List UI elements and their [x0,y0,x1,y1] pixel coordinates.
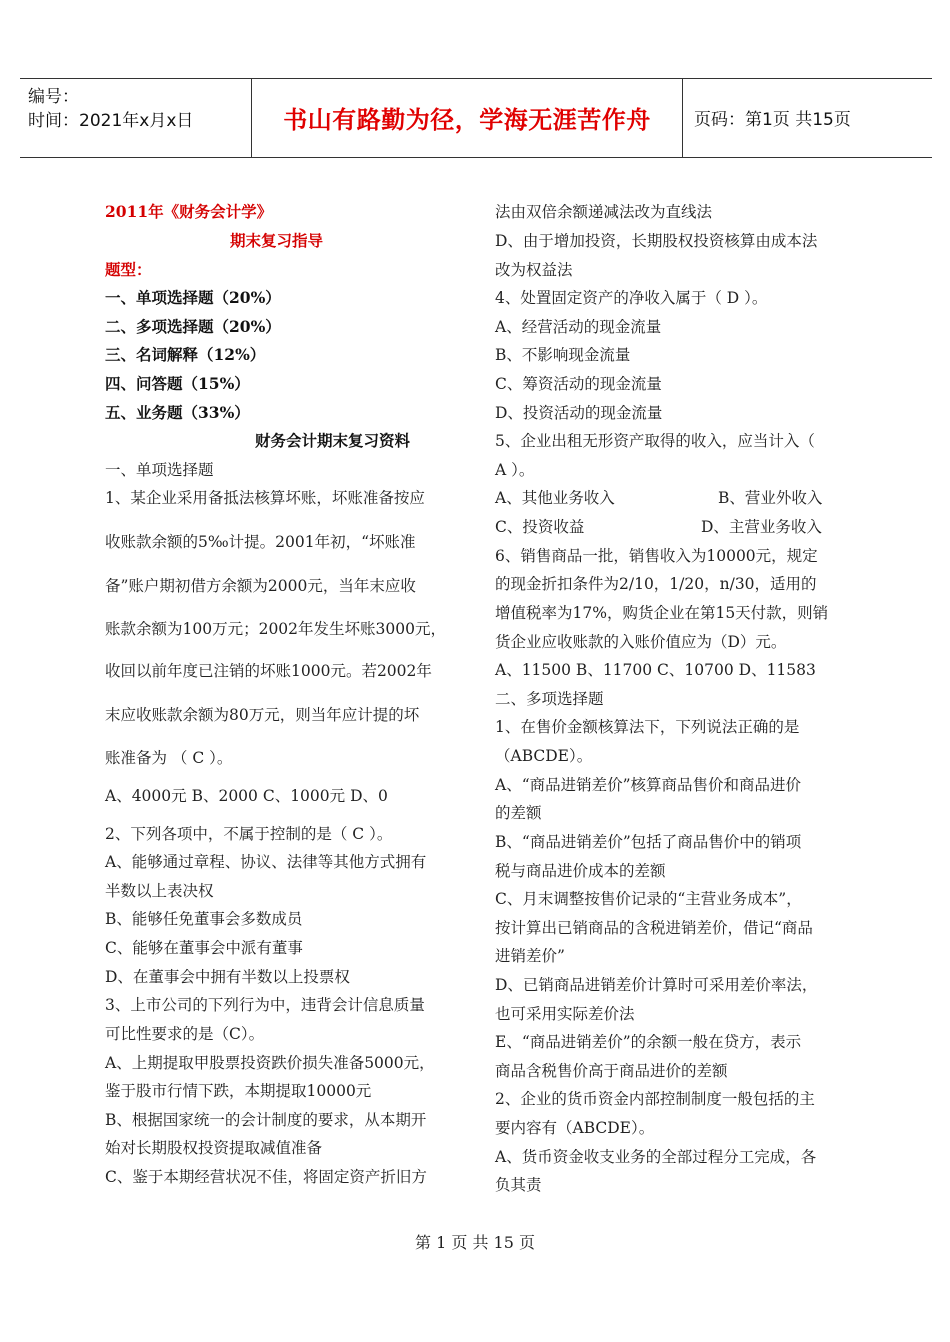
doc-number-label: 编号： [28,87,79,107]
text-line: D、投资活动的现金流量 [495,404,663,422]
option-text: D、主营业务收入 [701,518,822,536]
option-text: A、其他业务收入 [495,489,615,507]
text-line: C、月末调整按售价记录的“主营业务成本”， [495,890,802,908]
text-line: 也可采用实际差价法 [495,1005,635,1023]
question-type-item: 三、名词解释（12%） [105,345,266,364]
page-footer: 第 1 页 共 15 页 [415,1233,535,1252]
text-line: （ABCDE）。 [495,747,593,765]
text-line: 负其责 [495,1176,542,1194]
course-title: 2011年《财务会计学》 [105,202,273,221]
text-line: 始对长期股权投资提取减值准备 [105,1139,323,1157]
text-line: 商品含税售价高于商品进价的差额 [495,1062,728,1080]
text-line: 5、企业出租无形资产取得的收入，应当计入（ [495,432,815,450]
text-line: C、鉴于本期经营状况不佳，将固定资产折旧方 [105,1168,427,1186]
text-line: 进销差价” [495,947,565,965]
text-line: D、在董事会中拥有半数以上投票权 [105,968,350,986]
text-line: 改为权益法 [495,261,573,279]
text-line: 3、上市公司的下列行为中，违背会计信息质量 [105,996,425,1014]
text-line: 可比性要求的是（C）。 [105,1025,265,1043]
text-line: 税与商品进价成本的差额 [495,862,666,880]
doc-time-label: 时间：2021年x月x日 [28,111,194,131]
option-text: B、营业外收入 [718,489,823,507]
text-line: 的差额 [495,804,542,822]
text-line: C、筹资活动的现金流量 [495,375,662,393]
question-type-item: 四、问答题（15%） [105,374,250,393]
text-line: 鉴于股市行情下跌，本期提取10000元 [105,1082,372,1100]
text-line: A、11500 B、11700 C、10700 D、11583 [495,661,816,679]
text-line: B、根据国家统一的会计制度的要求，从本期开 [105,1111,427,1129]
text-line: 半数以上表决权 [105,882,214,900]
page-header [20,78,932,158]
question-type-item: 五、业务题（33%） [105,403,250,422]
text-line: D、由于增加投资，长期股权投资核算由成本法 [495,232,818,250]
text-line: 末应收账款余额为80万元，则当年应计提的坏 [105,706,420,724]
text-line: C、能够在董事会中派有董事 [105,939,303,957]
text-line: 的现金折扣条件为2/10，1/20，n/30，适用的 [495,575,817,593]
text-line: 账款余额为100万元；2002年发生坏账3000元， [105,620,446,638]
section-heading: 一、单项选择题 [105,461,214,479]
text-line: 收回以前年度已注销的坏账1000元。若2002年 [105,662,432,680]
text-line: D、已销商品进销差价计算时可采用差价率法， [495,976,818,994]
question-types-heading: 题型： [105,260,152,279]
text-line: 要内容有（ABCDE）。 [495,1119,655,1137]
text-line: 1、某企业采用备抵法核算坏账，坏账准备按应 [105,489,425,507]
text-line: 6、销售商品一批，销售收入为10000元，规定 [495,547,818,565]
text-line: B、“商品进销差价”包括了商品售价中的销项 [495,833,802,851]
text-line: 按计算出已销商品的含税进销差价，借记“商品 [495,919,813,937]
text-line: 2、下列各项中，不属于控制的是（ C ）。 [105,825,393,843]
text-line: B、不影响现金流量 [495,346,631,364]
header-page-number: 页码：第1页 共15页 [694,110,851,130]
section-heading: 二、多项选择题 [495,690,604,708]
question-type-item: 二、多项选择题（20%） [105,317,281,336]
header-meta [28,85,250,133]
text-line: 收账款余额的5‰计提。2001年初，“坏账准 [105,533,416,551]
text-line: A、4000元 B、2000 C、1000元 D、0 [105,787,388,805]
text-line: A、货币资金收支业务的全部过程分工完成，各 [495,1148,817,1166]
text-line: A ）。 [495,461,535,479]
text-line: A、能够通过章程、协议、法律等其他方式拥有 [105,853,427,871]
text-line: E、“商品进销差价”的余额一般在贷方，表示 [495,1033,802,1051]
option-text: C、投资收益 [495,518,585,536]
text-line: A、上期提取甲股票投资跌价损失准备5000元， [105,1054,435,1072]
text-line: 增值税率为17%，购货企业在第15天付款，则销 [495,604,829,622]
text-line: 备”账户期初借方余额为2000元，当年末应收 [105,577,416,595]
text-line: 1、在售价金额核算法下，下列说法正确的是 [495,718,800,736]
text-line: B、能够任免董事会多数成员 [105,910,303,928]
header-divider [682,79,683,157]
text-line: 货企业应收账款的入账价值应为（D）元。 [495,633,787,651]
text-line: 账准备为 （ C ）。 [105,749,233,767]
question-type-item: 一、单项选择题（20%） [105,288,281,307]
text-line: 2、企业的货币资金内部控制制度一般包括的主 [495,1090,815,1108]
text-line: 法由双倍余额递减法改为直线法 [495,203,713,221]
text-line: 4、处置固定资产的净收入属于（ D ）。 [495,289,768,307]
text-line: A、经营活动的现金流量 [495,318,662,336]
section-title: 财务会计期末复习资料 [255,431,411,450]
text-line: A、“商品进销差价”核算商品售价和商品进价 [495,776,802,794]
guide-title: 期末复习指导 [230,231,324,250]
header-motto: 书山有路勤为径，学海无涯苦作舟 [283,105,651,134]
